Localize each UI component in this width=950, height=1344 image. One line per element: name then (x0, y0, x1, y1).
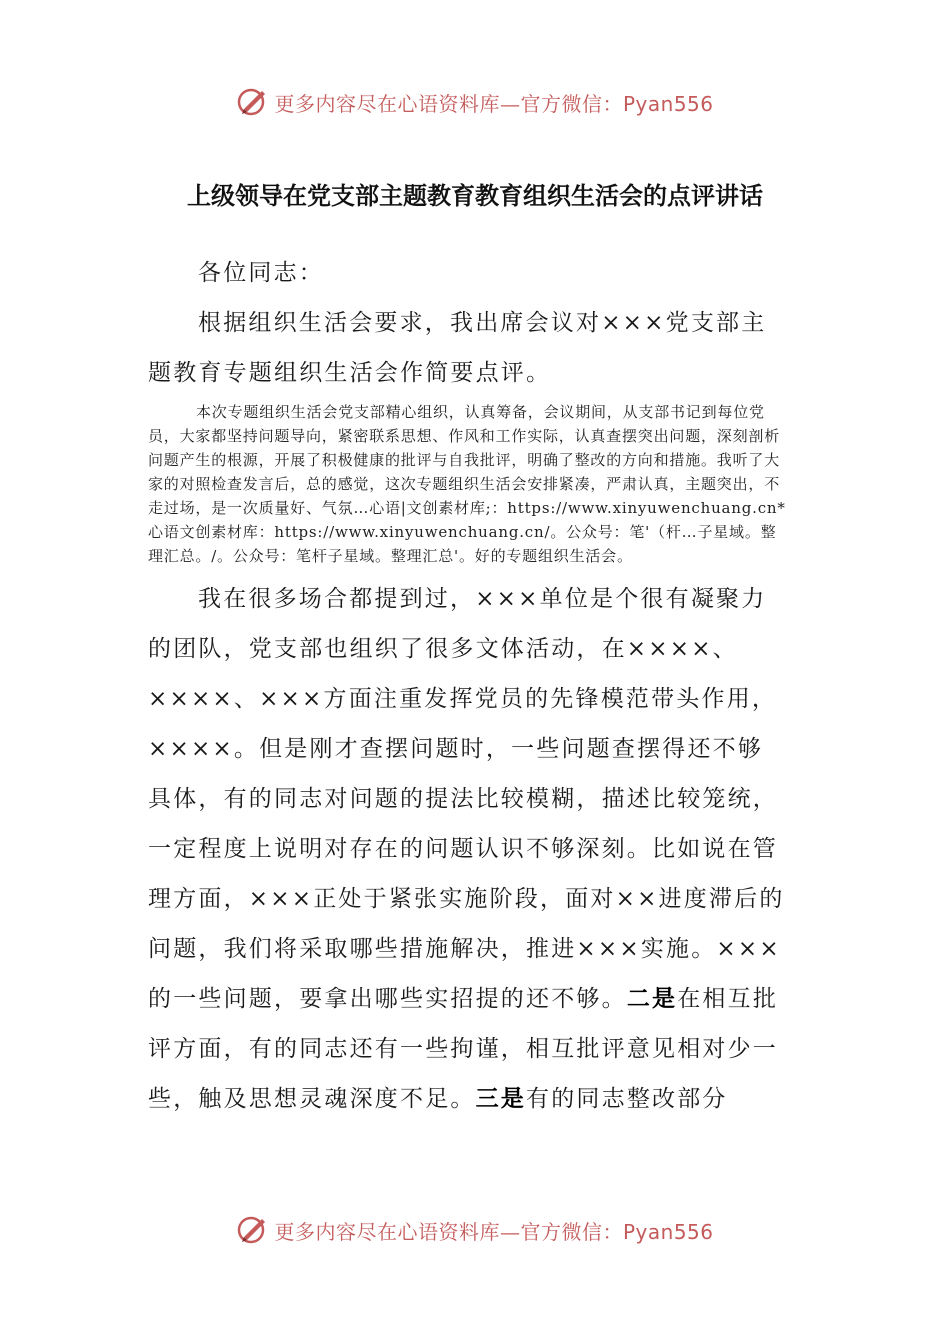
paragraph-3 (148, 574, 788, 1124)
footer-wechat-id: Pyan556 (622, 1219, 714, 1244)
footer-watermark (0, 1208, 950, 1252)
document-title: 上级领导在党支部主题教育教育组织生活会的点评讲话 (187, 182, 763, 210)
footer-watermark-text: 更多内容尽在心语资料库—官方微信： (274, 1219, 623, 1244)
header-watermark-text: 更多内容尽在心语资料库—官方微信： (274, 91, 623, 116)
header-watermark (0, 80, 950, 124)
paragraph-3-part-c: 有的同志整改部分 (526, 1086, 728, 1112)
paragraph-3-part-b: 在相互批评方面，有的同志还有一些拘谨，相互批评意见相对少一些，触及思想灵魂深度不足。 (148, 986, 779, 1112)
salutation: 各位同志： (198, 260, 324, 286)
bold-third-point: 三是 (475, 1085, 527, 1112)
bold-second-point: 二是 (626, 985, 678, 1012)
header-wechat-id: Pyan556 (622, 91, 714, 116)
paragraph-2-small: 本次专题组织生活会党支部精心组织，认真筹备，会议期间，从支部书记到每位党员，大家都坚持问题导向，紧密联系思想、作风和工作实际，认真查摆突出问题，深刻剖析问题产生的根源，开展了积极健康的批评与自我批评，明确了整改的方向和措施。我听了大家的对照检查发言后，总的感觉，这次专题组织生活会安排紧凑，严肃认真，主题突出，不走过场，是一次质量好、气氛…心语|文创素材库;：https://www.xinyuwenchuang.cn*心语文创素材库：https://www.xinyuwenchuang.cn/。公众号：笔'（杆…子星域。整理汇总。/。公众号：笔杆子星域。整理汇总'。好的专题组织生活会。 (148, 403, 786, 565)
document-body (148, 248, 788, 1124)
paragraph-3-part-a: 我在很多场合都提到过，×××单位是个很有凝聚力的团队，党支部也组织了很多文体活动，在××××、××××、×××方面注重发挥党员的先锋模范带头作用，××××。但是刚才查摆问题时，一些问题查摆得还不够具体，有的同志对问题的提法比较模糊，描述比较笼统，一定程度上说明对存在的问题认识不够深刻。比如说在管理方面，×××正处于紧张实施阶段，面对××进度滞后的问题，我们将采取哪些措施解决，推进×××实施。×××的一些问题，要拿出哪些实招提的还不够。 (148, 586, 785, 1012)
pen-logo-icon (236, 85, 270, 119)
pen-logo-icon (236, 1213, 270, 1247)
paragraph-1: 根据组织生活会要求，我出席会议对×××党支部主题教育专题组织生活会作简要点评。 (148, 310, 767, 386)
